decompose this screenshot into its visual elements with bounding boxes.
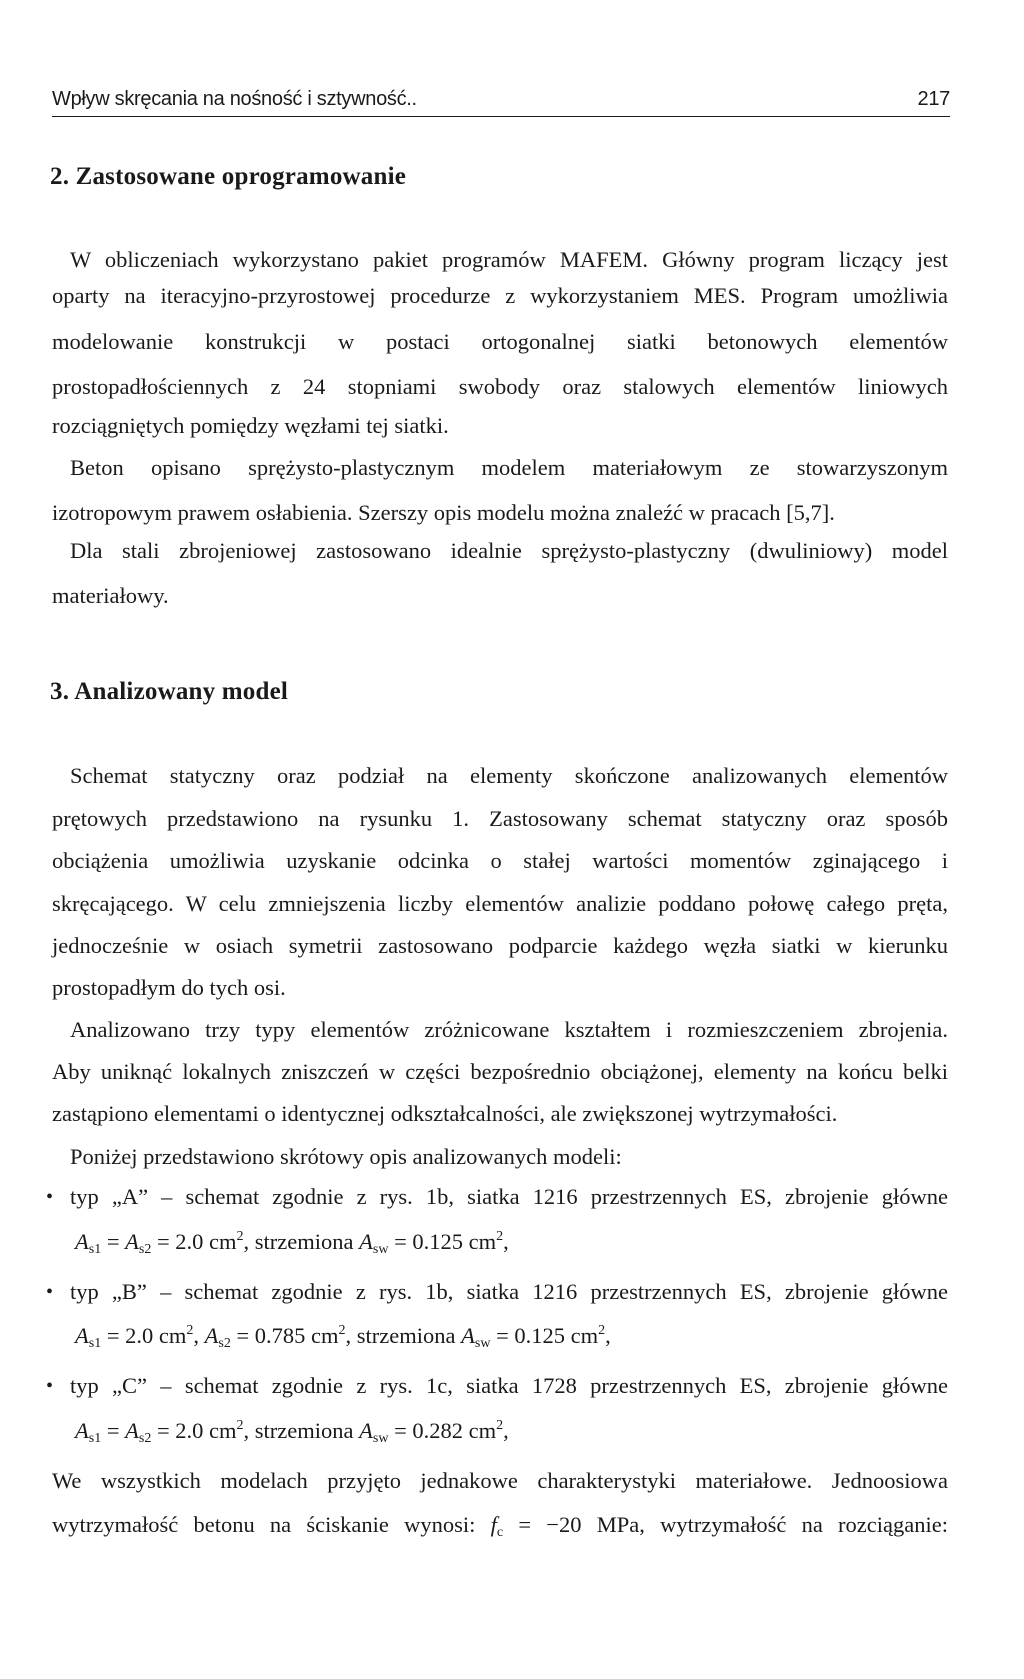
bullet-marker: • [46,1186,54,1208]
math-subscript: sw [372,1431,389,1446]
math-text: = [101,1418,126,1443]
math-subscript: s2 [138,1242,152,1257]
paragraph-line: Analizowano trzy typy elementów zróżnicowane kształtem i rozmieszczeniem zbrojenia. [70,1017,948,1042]
math-symbol: A [359,1418,373,1443]
paragraph-line: Beton opisano sprężysto-plastycznym modelem materiałowym ze stowarzyszonym [70,455,948,480]
math-symbol: A [75,1229,89,1254]
math-superscript: 2 [236,1229,244,1244]
math-text: , strzemiona [243,1229,360,1254]
paragraph-line: W obliczeniach wykorzystano pakiet programów MAFEM. Główny program liczący jest [70,247,948,272]
math-superscript: 2 [598,1323,606,1338]
math-subscript: s2 [218,1336,231,1351]
math-text: = 0.125 cm [490,1323,599,1348]
formula-line-a [75,1229,509,1255]
paragraph-line: modelowanie konstrukcji w postaci ortogonalnej siatki betonowych elementów [52,329,948,354]
math-text: = 2.0 cm [151,1229,237,1254]
paragraph-line: Poniżej przedstawiono skrótowy opis analizowanych modeli: [70,1144,622,1169]
math-symbol: f [490,1512,497,1537]
paragraph-line: rozciągniętych pomiędzy węzłami tej siatki. [52,413,449,438]
bullet-marker: • [46,1375,54,1397]
paragraph-line: We wszystkich modelach przyjęto jednakowe charakterystyki materiałowe. Jednoosiowa [52,1468,948,1493]
paragraph-line: prostopadłościennych z 24 stopniami swobody oraz stalowych elementów liniowych [52,374,948,399]
bullet-marker: • [46,1281,54,1303]
paragraph-line-with-formula [52,1512,948,1538]
paragraph-line: Dla stali zbrojeniowej zastosowano idealnie sprężysto-plastyczny (dwuliniowy) model [70,538,948,563]
math-text: , strzemiona [243,1418,360,1443]
formula-line-b [75,1323,611,1349]
paragraph-line: skręcającego. W celu zmniejszenia liczby elementów analizie poddano połowę całego pręta, [52,891,948,916]
paragraph-line: Aby uniknąć lokalnych zniszczeń w części bezpośrednio obciążonej, elementy na końcu belki [52,1059,948,1084]
paragraph-line: materiałowy. [52,583,169,608]
math-text: wytrzymałość betonu na ściskanie wynosi: [52,1512,491,1537]
math-text: = −20 MPa [503,1512,640,1537]
math-text: = [101,1229,126,1254]
bullet-item-b: typ „B” – schemat zgodnie z rys. 1b, siatka 1216 przestrzennych ES, zbrojenie główne [70,1279,948,1304]
paragraph-line: izotropowym prawem osłabienia. Szerszy opis modelu można znaleźć w pracach [5,7]. [52,500,835,525]
math-symbol: A [359,1229,373,1254]
math-symbol: A [461,1323,475,1348]
math-symbol: A [125,1229,139,1254]
math-symbol: A [75,1418,89,1443]
math-subscript: s2 [138,1431,152,1446]
math-subscript: sw [372,1242,389,1257]
math-superscript: 2 [496,1229,504,1244]
math-subscript: s1 [88,1336,102,1351]
bullet-item-a: typ „A” – schemat zgodnie z rys. 1b, siatka 1216 przestrzennych ES, zbrojenie główne [70,1184,948,1209]
math-text: , [503,1418,509,1443]
formula-line-c [75,1418,509,1444]
math-subscript: c [496,1525,504,1540]
paragraph-line: oparty na iteracyjno-przyrostowej procedurze z wykorzystaniem MES. Program umożliwia [52,283,948,308]
math-subscript: s1 [88,1431,102,1446]
math-superscript: 2 [338,1323,346,1338]
running-header [52,86,950,117]
bullet-item-c: typ „C” – schemat zgodnie z rys. 1c, siatka 1728 przestrzennych ES, zbrojenie główne [70,1373,948,1398]
math-text: , strzemiona [345,1323,462,1348]
math-text: = 0.282 cm [388,1418,497,1443]
math-superscript: 2 [186,1323,194,1338]
page-number: 217 [917,88,950,110]
paragraph-line: Schemat statyczny oraz podział na elementy skończone analizowanych elementów [70,763,948,788]
paragraph-line: zastąpiono elementami o identycznej odkształcalności, ale zwiększonej wytrzymałości. [52,1101,838,1126]
math-superscript: 2 [236,1418,244,1433]
math-text: , wytrzymałość na rozciąganie: [639,1512,948,1537]
math-text: = 0.785 cm [230,1323,339,1348]
section-heading-2: 2. Zastosowane oprogramowanie [50,163,407,190]
section-heading-3: 3. Analizowany model [50,678,289,705]
math-text: , [605,1323,611,1348]
math-symbol: A [75,1323,89,1348]
math-symbol: A [125,1418,139,1443]
paragraph-line: jednocześnie w osiach symetrii zastosowano podparcie każdego węzła siatki w kierunku [52,933,948,958]
math-text: = 2.0 cm [151,1418,237,1443]
math-text: , [503,1229,509,1254]
math-text: , [193,1323,205,1348]
math-superscript: 2 [496,1418,504,1433]
math-symbol: A [204,1323,219,1348]
math-text: = 0.125 cm [388,1229,497,1254]
paragraph-line: obciążenia umożliwia uzyskanie odcinka o stałej wartości momentów zginającego i [52,848,948,873]
math-text: = 2.0 cm [101,1323,187,1348]
paragraph-line: prętowych przedstawiono na rysunku 1. Zastosowany schemat statyczny oraz sposób [52,806,948,831]
paragraph-line: prostopadłym do tych osi. [52,975,286,1000]
running-title: Wpływ skręcania na nośność i sztywność.. [52,88,417,110]
math-subscript: s1 [88,1242,102,1257]
math-subscript: sw [474,1336,491,1351]
